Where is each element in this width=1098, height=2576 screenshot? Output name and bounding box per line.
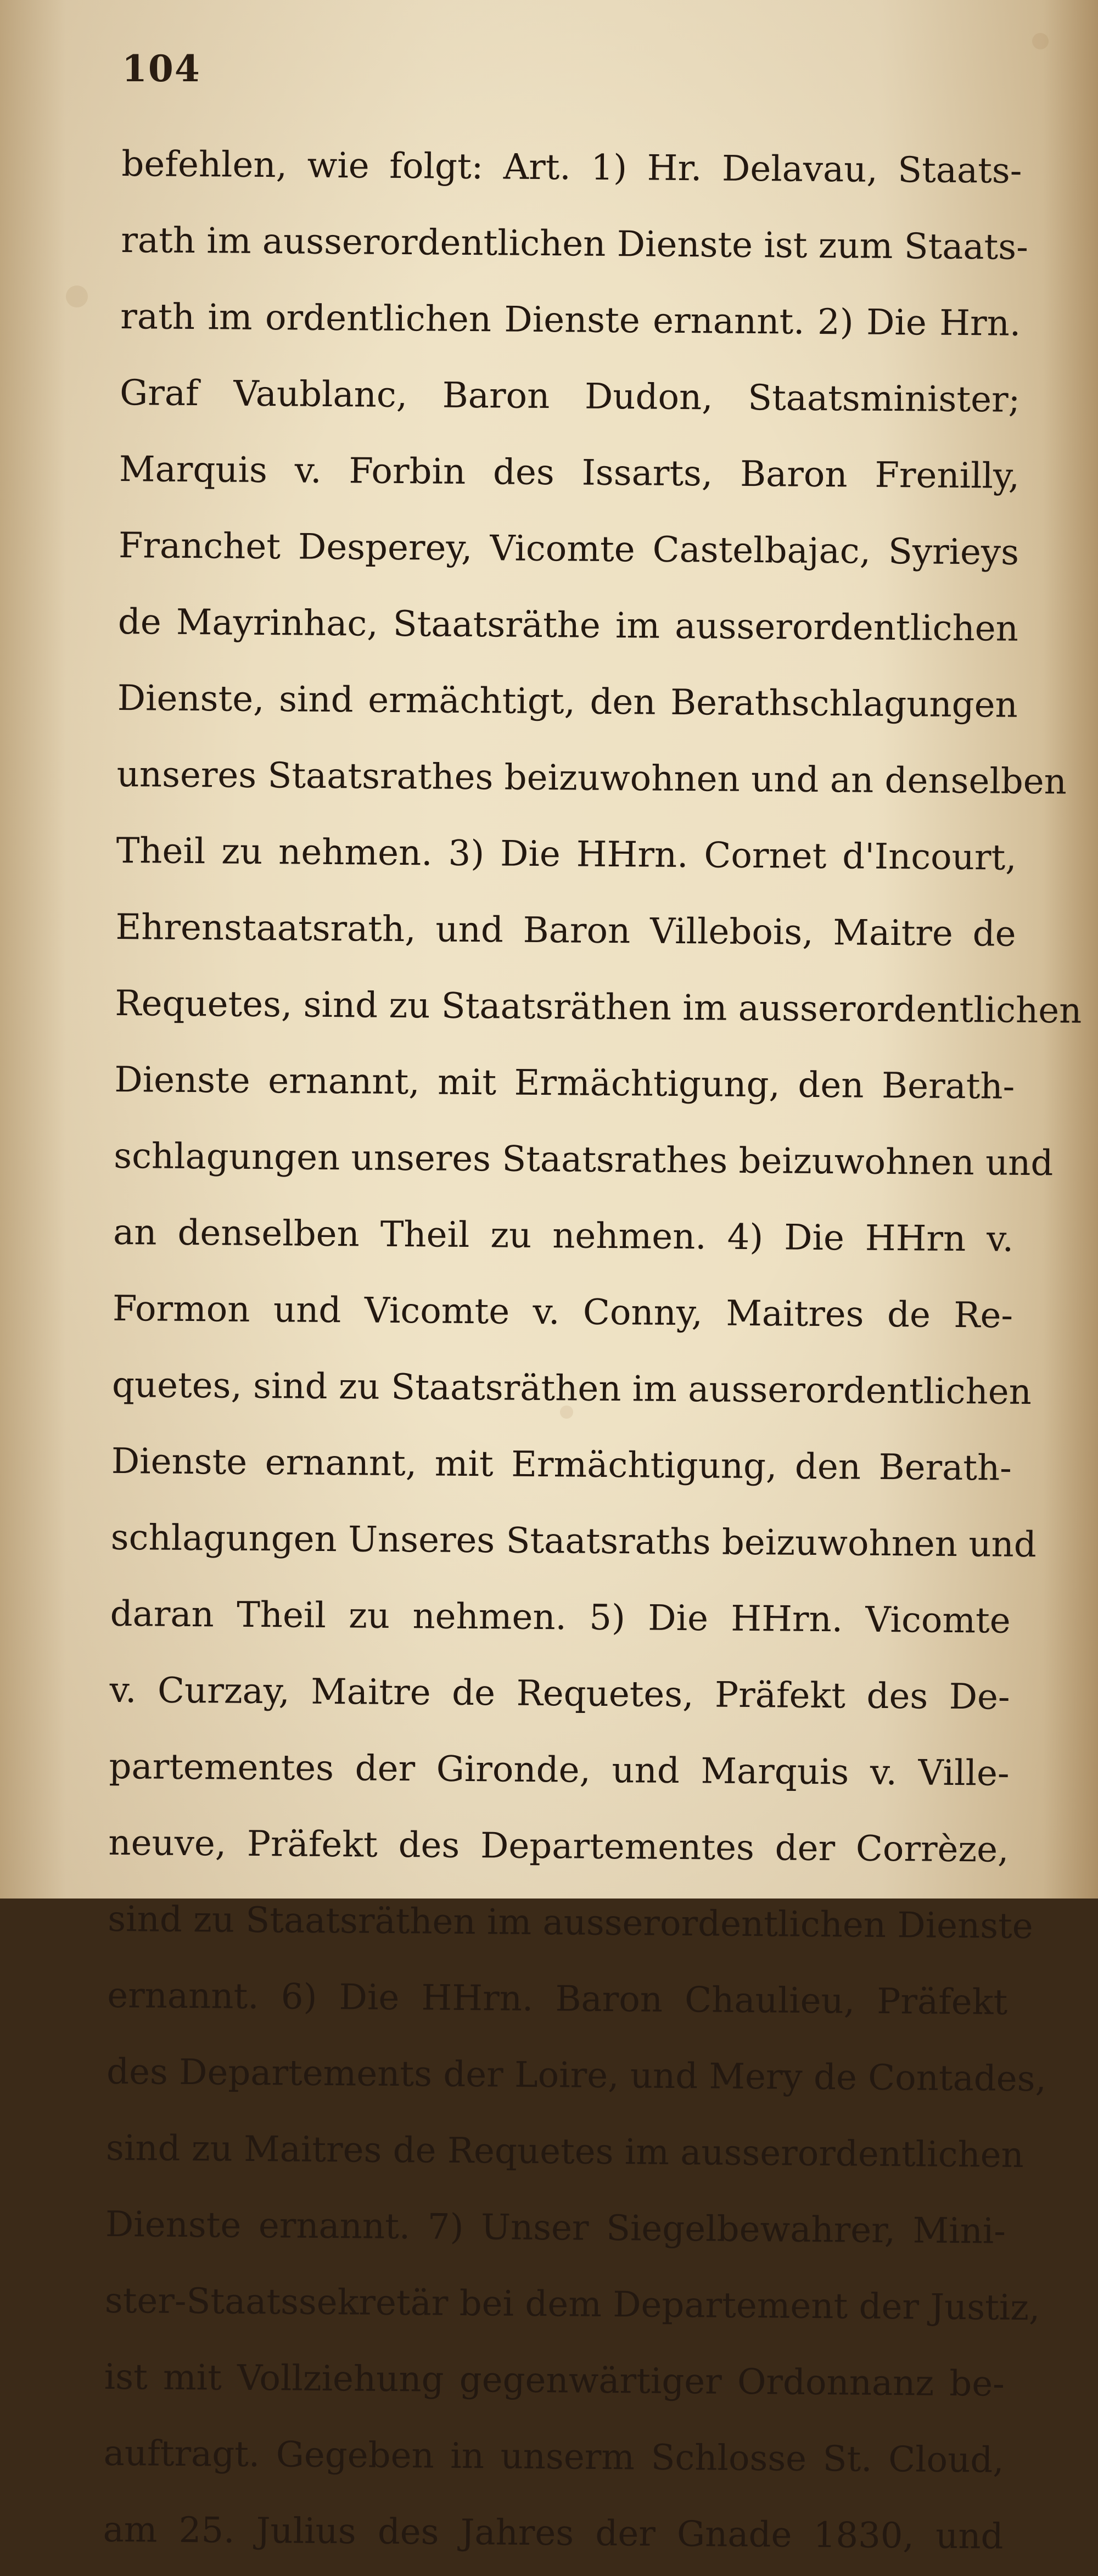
text-line: schlagungen unseres Staatsrathes beizuwohnen und bbox=[113, 1135, 1054, 1184]
text-line: v. Curzay, Maitre de Requetes, Präfekt des De- bbox=[109, 1670, 1010, 1718]
text-line: Dienste ernannt, mit Ermächtigung, den Berath- bbox=[114, 1059, 1015, 1107]
text-line: Franchet Desperey, Vicomte Castelbajac, Syrieys bbox=[118, 525, 1019, 573]
text-line: partementes der Gironde, und Marquis v. Ville- bbox=[109, 1746, 1010, 1794]
body-text bbox=[103, 126, 1082, 2575]
text-line: ster-Staatssekretär bei dem Departement der Justiz, bbox=[104, 2280, 1040, 2329]
text-line: daran Theil zu nehmen. 5) Die HHrn. Vicomte bbox=[110, 1593, 1011, 1642]
paper-stain bbox=[66, 285, 88, 307]
text-line: sind zu Staatsräthen im ausserordentlichen Dienste bbox=[108, 1899, 1033, 1947]
text-line: schlagungen Unseres Staatsraths beizuwohnen und bbox=[110, 1517, 1037, 1566]
text-line: unseres Staatsrathes beizuwohnen und an denselben bbox=[116, 754, 1067, 803]
text-line: Dienste, sind ermächtigt, den Berathschlagungen bbox=[117, 677, 1018, 726]
text-line: rath im ordentlichen Dienste ernannt. 2) Die Hrn. bbox=[120, 296, 1021, 344]
text-line: quetes, sind zu Staatsräthen im ausserordentlichen bbox=[111, 1364, 1032, 1413]
text-line: Dienste ernannt. 7) Unser Siegelbewahrer, Mini- bbox=[105, 2204, 1006, 2252]
page-number: 104 bbox=[122, 47, 201, 90]
text-line: de Mayrinhac, Staatsräthe im ausserordentlichen bbox=[117, 601, 1019, 649]
paper-stain bbox=[1032, 33, 1049, 49]
text-line: Theil zu nehmen. 3) Die HHrn. Cornet d'Incourt, bbox=[116, 830, 1017, 878]
text-line: Dienste ernannt, mit Ermächtigung, den Berath- bbox=[111, 1441, 1012, 1489]
text-line: Graf Vaublanc, Baron Dudon, Staatsminister; bbox=[119, 372, 1021, 421]
text-line: ist mit Vollziehung gegenwärtiger Ordonnanz be- bbox=[104, 2356, 1005, 2405]
text-line: ernannt. 6) Die HHrn. Baron Chaulieu, Präfekt bbox=[107, 1975, 1008, 2023]
text-line: sind zu Maitres de Requetes im ausserordentlichen bbox=[105, 2127, 1024, 2176]
text-line: befehlen, wie folgt: Art. 1) Hr. Delavau, Staats- bbox=[121, 143, 1022, 192]
text-line: auftragt. Gegeben in unserm Schlosse St. Cloud, bbox=[103, 2433, 1004, 2481]
text-line: am 25. Julius des Jahres der Gnade 1830, und bbox=[103, 2509, 1004, 2557]
text-line: Formon und Vicomte v. Conny, Maitres de Re- bbox=[112, 1288, 1013, 1336]
text-line: Ehrenstaatsrath, und Baron Villebois, Maitre de bbox=[115, 906, 1016, 955]
text-line: neuve, Präfekt des Departementes der Corrèze, bbox=[108, 1822, 1009, 1871]
text-line: rath im ausserordentlichen Dienste ist zum Staats- bbox=[121, 220, 1029, 268]
text-line: Marquis v. Forbin des Issarts, Baron Frenilly, bbox=[119, 449, 1020, 497]
text-line: an denselben Theil zu nehmen. 4) Die HHrn v. bbox=[113, 1212, 1014, 1260]
text-line: Requetes, sind zu Staatsräthen im ausserordentlichen bbox=[115, 983, 1082, 1032]
text-line: des Departements der Loire, und Mery de Contades, bbox=[106, 2051, 1047, 2100]
